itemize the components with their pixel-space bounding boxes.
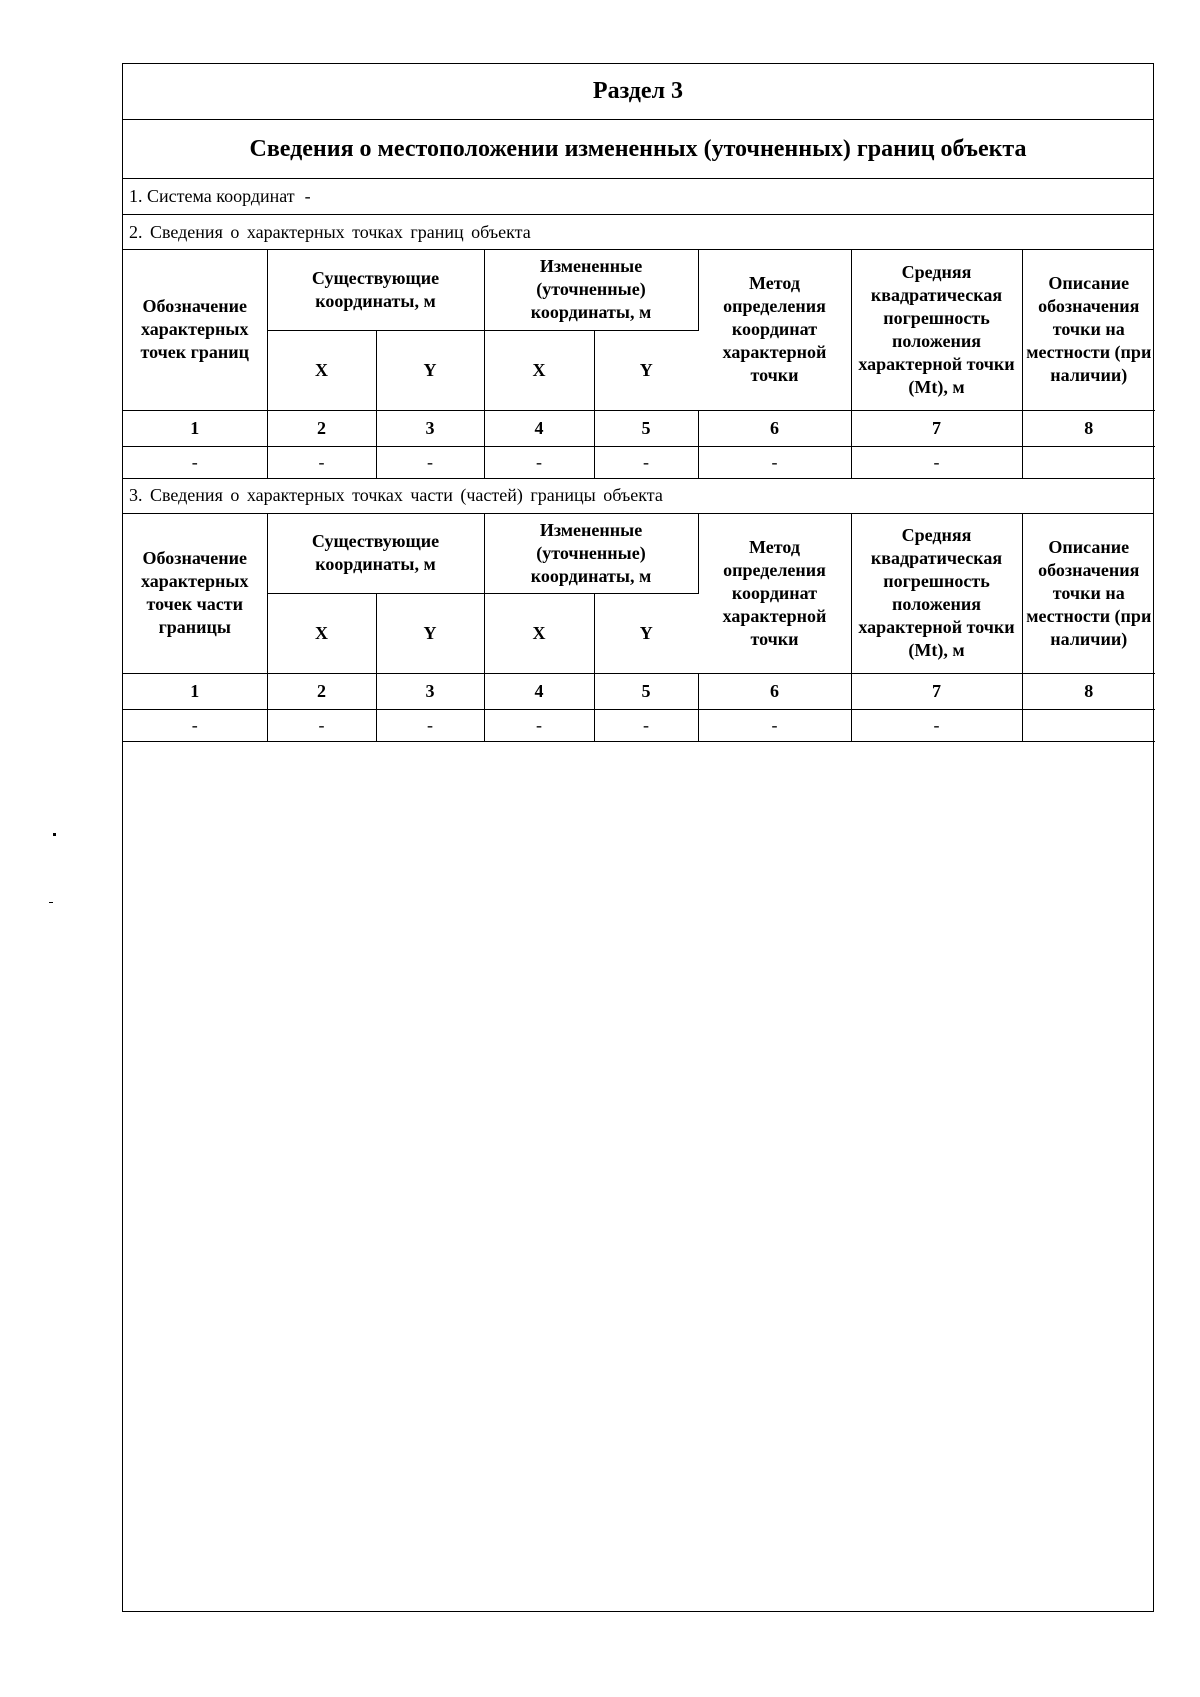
table2-col-number: 5: [594, 674, 698, 710]
coordinate-system-value: -: [304, 186, 311, 206]
table1-col-number: 6: [698, 410, 851, 446]
table1-cell: -: [698, 446, 851, 478]
table1-col-number: 7: [851, 410, 1022, 446]
table2-header-existing: Существующие координаты, м: [267, 514, 484, 594]
table2-header-y-changed: Y: [594, 594, 698, 674]
table2: [123, 514, 1155, 743]
table1-cell: -: [267, 446, 376, 478]
document-frame: [122, 63, 1154, 1612]
table2-col-number: 4: [484, 674, 594, 710]
table1-header-description: Описание обозначения точки на местности (при наличии): [1022, 250, 1155, 410]
table1-cell: [1022, 446, 1155, 478]
table1-cell: -: [376, 446, 484, 478]
coordinate-system-row: [123, 179, 1153, 215]
table1-cell: -: [484, 446, 594, 478]
table2-header-y-existing: Y: [376, 594, 484, 674]
table1-number-row: [123, 410, 1155, 446]
table2-header-changed: Измененные (уточненные) координаты, м: [484, 514, 698, 594]
table1-col-number: 5: [594, 410, 698, 446]
table1-col-number: 1: [123, 410, 267, 446]
table1-cell: -: [594, 446, 698, 478]
table2-cell: -: [698, 710, 851, 742]
table2-cell: -: [267, 710, 376, 742]
table1-header-mse: Средняя квадратическая погрешность положения характерной точки (Mt), м: [851, 250, 1022, 410]
table1-cell: -: [851, 446, 1022, 478]
table1-header-method: Метод определения координат характерной точки: [698, 250, 851, 410]
table2-number-row: [123, 674, 1155, 710]
table1-header-existing: Существующие координаты, м: [267, 250, 484, 330]
scan-speck: [53, 833, 56, 836]
table2-header-mse: Средняя квадратическая погрешность положения характерной точки (Mt), м: [851, 514, 1022, 674]
table2-header-method: Метод определения координат характерной точки: [698, 514, 851, 674]
table2-cell: -: [594, 710, 698, 742]
table1-header-changed: Измененные (уточненные) координаты, м: [484, 250, 698, 330]
table2-col-number: 8: [1022, 674, 1155, 710]
table1-header-y-changed: Y: [594, 330, 698, 410]
section-subtitle: Сведения о местоположении измененных (уточненных) границ объекта: [123, 120, 1153, 179]
table2-cell: -: [851, 710, 1022, 742]
table2-col-number: 7: [851, 674, 1022, 710]
table1-col-number: 3: [376, 410, 484, 446]
table1-header-x-changed: X: [484, 330, 594, 410]
table1-caption: 2. Сведения о характерных точках границ объекта: [123, 215, 1153, 250]
table2-header-x-changed: X: [484, 594, 594, 674]
table2-cell: -: [123, 710, 267, 742]
table1: [123, 250, 1155, 479]
table2-col-number: 2: [267, 674, 376, 710]
table2-cell: -: [484, 710, 594, 742]
table2-col-number: 3: [376, 674, 484, 710]
table1-header-y-existing: Y: [376, 330, 484, 410]
table2-header-x-existing: X: [267, 594, 376, 674]
table2-col-number: 1: [123, 674, 267, 710]
table1-col-number: 2: [267, 410, 376, 446]
table1-cell: -: [123, 446, 267, 478]
table2-cell: [1022, 710, 1155, 742]
table1-col-number: 4: [484, 410, 594, 446]
scan-speck: [49, 902, 53, 903]
table2-cell: -: [376, 710, 484, 742]
coordinate-system-label: 1. Система координат: [129, 186, 295, 206]
table2-caption: 3. Сведения о характерных точках части (частей) границы объекта: [123, 479, 1153, 514]
section-title: Раздел 3: [123, 64, 1153, 120]
table1-col-number: 8: [1022, 410, 1155, 446]
table2-col-number: 6: [698, 674, 851, 710]
table-row: [123, 710, 1155, 742]
table2-header-description: Описание обозначения точки на местности (при наличии): [1022, 514, 1155, 674]
table1-header-x-existing: X: [267, 330, 376, 410]
table1-header-designation: Обозначение характерных точек границ: [123, 250, 267, 410]
table2-header-designation: Обозначение характерных точек части границы: [123, 514, 267, 674]
table-row: [123, 446, 1155, 478]
